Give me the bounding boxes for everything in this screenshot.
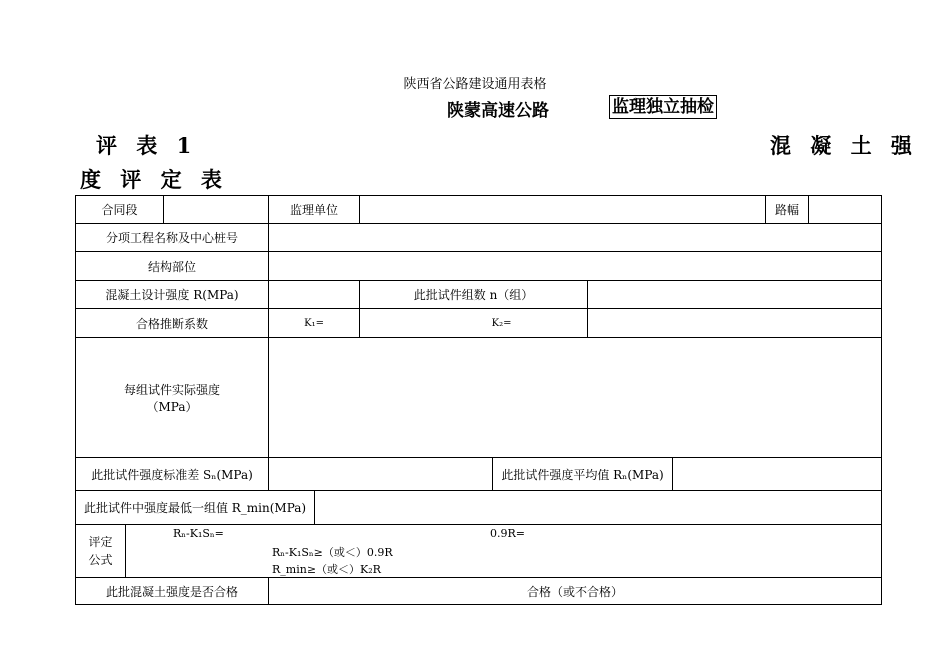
mean-strength-label: 此批试件强度平均值 Rₙ(MPa) — [493, 458, 673, 491]
table-row — [76, 525, 882, 578]
formula-condition-2: R_min≥（或＜）K₂R — [272, 563, 381, 576]
subitem-name-label: 分项工程名称及中心桩号 — [76, 224, 269, 252]
table-row — [76, 458, 882, 491]
actual-strength-text: 每组试件实际强度 — [124, 382, 221, 397]
formula-cell — [126, 525, 882, 578]
coefficient-blank[interactable] — [588, 309, 882, 338]
actual-strength-unit: （MPa） — [146, 399, 198, 414]
table-row — [76, 338, 882, 458]
structure-part-field[interactable] — [269, 252, 882, 281]
formula-rn-k1sn: Rₙ-K₁Sₙ= — [173, 527, 224, 540]
form-subtitle: 陕西省公路建设通用表格 — [403, 77, 547, 92]
table-row — [76, 252, 882, 281]
min-strength-field[interactable] — [315, 491, 882, 525]
k1-field[interactable] — [269, 309, 360, 338]
subitem-name-field[interactable] — [269, 224, 882, 252]
formula-label-line2: 公式 — [88, 553, 113, 567]
group-count-label: 此批试件组数 n（组） — [360, 281, 588, 309]
formula-label — [76, 525, 126, 578]
actual-strength-field[interactable] — [269, 338, 882, 458]
result-label: 此批混凝土强度是否合格 — [76, 578, 269, 605]
std-dev-label: 此批试件强度标准差 Sₙ(MPa) — [76, 458, 269, 491]
group-count-field[interactable] — [588, 281, 882, 309]
form-number: 评 表 1 — [96, 133, 198, 158]
formula-label-line1: 评定 — [88, 535, 113, 549]
table-row — [76, 196, 882, 224]
table-row — [76, 224, 882, 252]
evaluation-table — [75, 195, 882, 605]
actual-strength-label — [76, 338, 269, 458]
k2-label: K₂= — [491, 317, 512, 329]
table-row — [76, 491, 882, 525]
road-width-label: 路幅 — [766, 196, 809, 224]
mean-strength-field[interactable] — [673, 458, 882, 491]
k1-label: K₁= — [304, 317, 324, 329]
k2-field[interactable] — [360, 309, 588, 338]
road-width-field[interactable] — [809, 196, 882, 224]
supervision-unit-field[interactable] — [360, 196, 766, 224]
inspection-type-box: 监理独立抽检 — [609, 95, 717, 119]
table-row — [76, 578, 882, 605]
highway-name: 陕蒙高速公路 — [447, 101, 549, 121]
std-dev-field[interactable] — [269, 458, 493, 491]
form-title-part1: 混 凝 土 强 — [770, 133, 918, 158]
form-title-part2: 度 评 定 表 — [80, 167, 228, 192]
formula-09r: 0.9R= — [490, 527, 525, 540]
table-row — [76, 281, 882, 309]
coefficient-label: 合格推断系数 — [76, 309, 269, 338]
design-strength-label: 混凝土设计强度 R(MPa) — [76, 281, 269, 309]
supervision-unit-label: 监理单位 — [269, 196, 360, 224]
min-strength-label: 此批试件中强度最低一组值 R_min(MPa) — [76, 491, 315, 525]
design-strength-field[interactable] — [269, 281, 360, 309]
structure-part-label: 结构部位 — [76, 252, 269, 281]
contract-section-field[interactable] — [164, 196, 269, 224]
contract-section-label: 合同段 — [76, 196, 164, 224]
table-row — [76, 309, 882, 338]
formula-condition-1: Rₙ-K₁Sₙ≥（或＜）0.9R — [272, 546, 393, 559]
result-value[interactable]: 合格（或不合格） — [269, 578, 882, 605]
